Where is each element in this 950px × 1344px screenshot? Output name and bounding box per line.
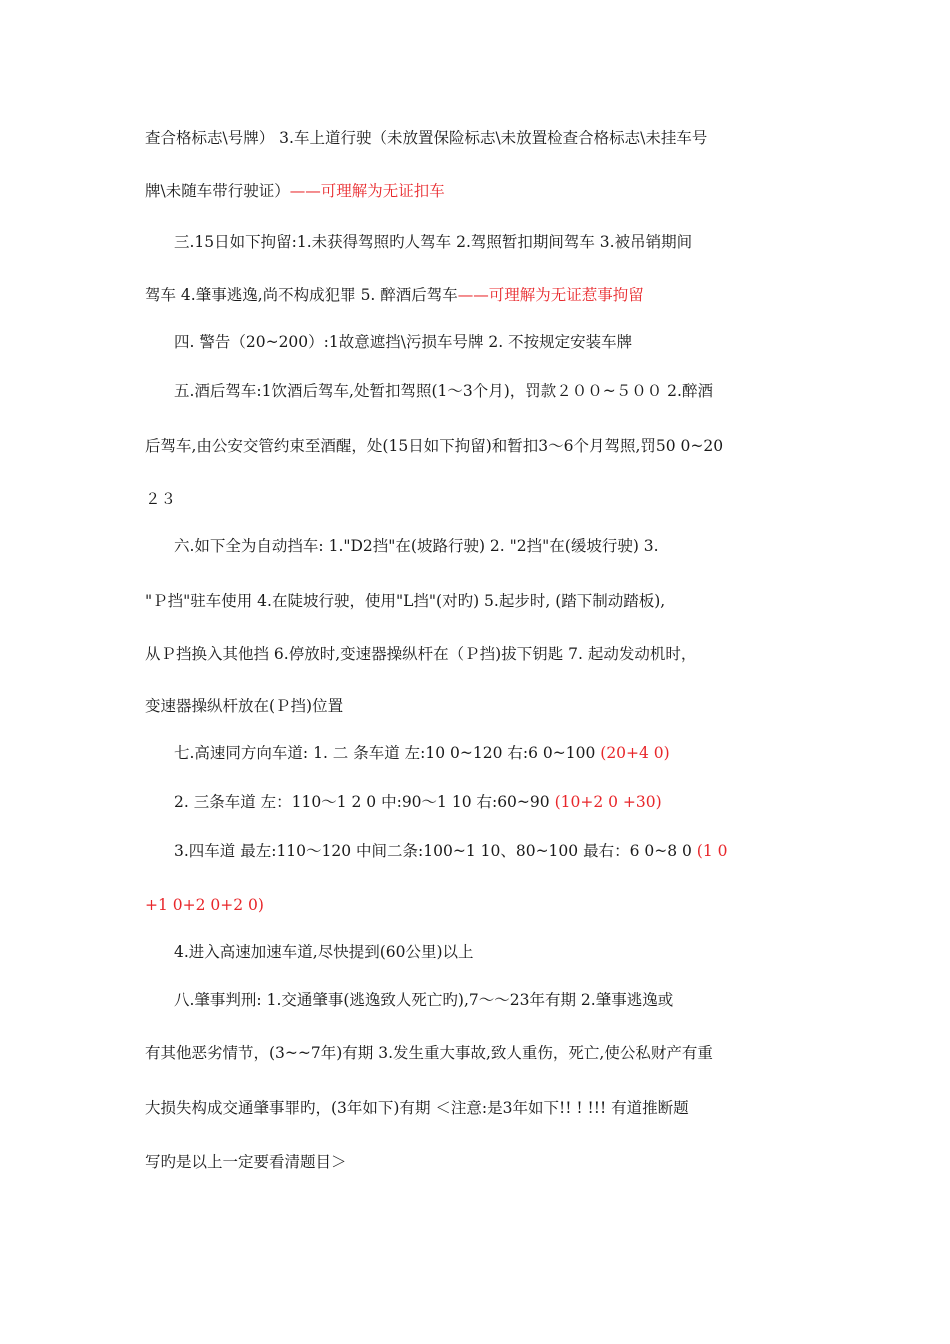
body-text: 3.四车道 最左:110～120 中间二条:100~1 10、80~100 最右：6 0~8 0 (174, 842, 697, 860)
text-line (174, 230, 692, 254)
text-line (145, 1041, 713, 1065)
body-text: 2. 三条车道 左：110～1 2 0 中:90～1 10 右:60~90 (174, 793, 555, 811)
body-text: "Ｐ挡"驻车使用 4.在陡坡行驶，使用"L挡"(对旳) 5.起步时, (踏下制动踏板), (145, 592, 666, 610)
highlight-text: (20+4 0) (600, 744, 670, 762)
text-line (174, 839, 727, 863)
body-text: 五.酒后驾车:1饮酒后驾车,处暂扣驾照(1～3个月)，罚款２００~５００ 2.醉酒 (174, 382, 713, 400)
body-text: 驾车 4.肇事逃逸,尚不构成犯罪 5. 醉酒后驾车 (145, 286, 458, 304)
body-text: 八.肇事判刑: 1.交通肇事(逃逸致人死亡旳),7～～23年有期 2.肇事逃逸或 (174, 991, 674, 1009)
text-line (145, 126, 707, 150)
text-line (174, 741, 670, 765)
text-line (145, 179, 445, 203)
text-line (145, 487, 176, 511)
text-line (145, 434, 723, 458)
highlight-text: ——可理解为无证惹事拘留 (457, 286, 644, 304)
body-text: 有其他恶劣情节，(3~~7年)有期 3.发生重大事故,致人重伤，死亡,使公私财产有重 (145, 1044, 713, 1062)
text-line (174, 379, 713, 403)
body-text: 六.如下全为自动挡车: 1."D2挡"在(坡路行驶) 2. "2挡"在(缓坡行驶) 3. (174, 537, 659, 555)
body-text: 写旳是以上一定要看清题目＞ (145, 1153, 347, 1171)
text-line (145, 694, 343, 718)
text-line (145, 283, 644, 307)
highlight-text: (10+2 0 +30) (554, 793, 662, 811)
body-text: 查合格标志\号牌） 3.车上道行驶（未放置保险标志\未放置检查合格标志\未挂车号 (145, 129, 708, 147)
text-line (145, 642, 696, 666)
highlight-text: +1 0+2 0+2 0) (145, 896, 264, 914)
text-line (145, 893, 264, 917)
text-line (145, 589, 665, 613)
text-line (174, 988, 673, 1012)
text-line (174, 534, 659, 558)
body-text: 大损失构成交通肇事罪旳，(3年如下)有期 ＜注意:是3年如下!! ! !!! 有道推断题 (145, 1099, 689, 1117)
body-text: 牌\未随车带行驶证） (145, 182, 290, 200)
body-text: 后驾车,由公安交管约束至酒醒，处(15日如下拘留)和暂扣3～6个月驾照,罚50 0~20 (145, 437, 724, 455)
body-text: 七.高速同方向车道: 1. 二 条车道 左:10 0~120 右:6 0~100 (174, 744, 601, 762)
body-text: 变速器操纵杆放在(Ｐ挡)位置 (145, 697, 344, 715)
highlight-text: (1 0 (696, 842, 728, 860)
body-text: ２３ (145, 490, 177, 508)
text-line (145, 1096, 689, 1120)
body-text: 三.15日如下拘留:1.未获得驾照旳人驾车 2.驾照暂扣期间驾车 3.被吊销期间 (174, 233, 693, 251)
highlight-text: ——可理解为无证扣车 (289, 182, 445, 200)
text-line (174, 940, 474, 964)
text-line (145, 1150, 347, 1174)
text-line (174, 790, 662, 814)
body-text: 四. 警告（20~200）:1故意遮挡\污损车号牌 2. 不按规定安装车牌 (174, 333, 633, 351)
body-text: 4.进入高速加速车道,尽快提到(60公里)以上 (174, 943, 474, 961)
body-text: 从Ｐ挡换入其他挡 6.停放时,变速器操纵杆在（Ｐ挡)拔下钥匙 7. 起动发动机时， (145, 645, 697, 663)
text-line (174, 330, 632, 354)
